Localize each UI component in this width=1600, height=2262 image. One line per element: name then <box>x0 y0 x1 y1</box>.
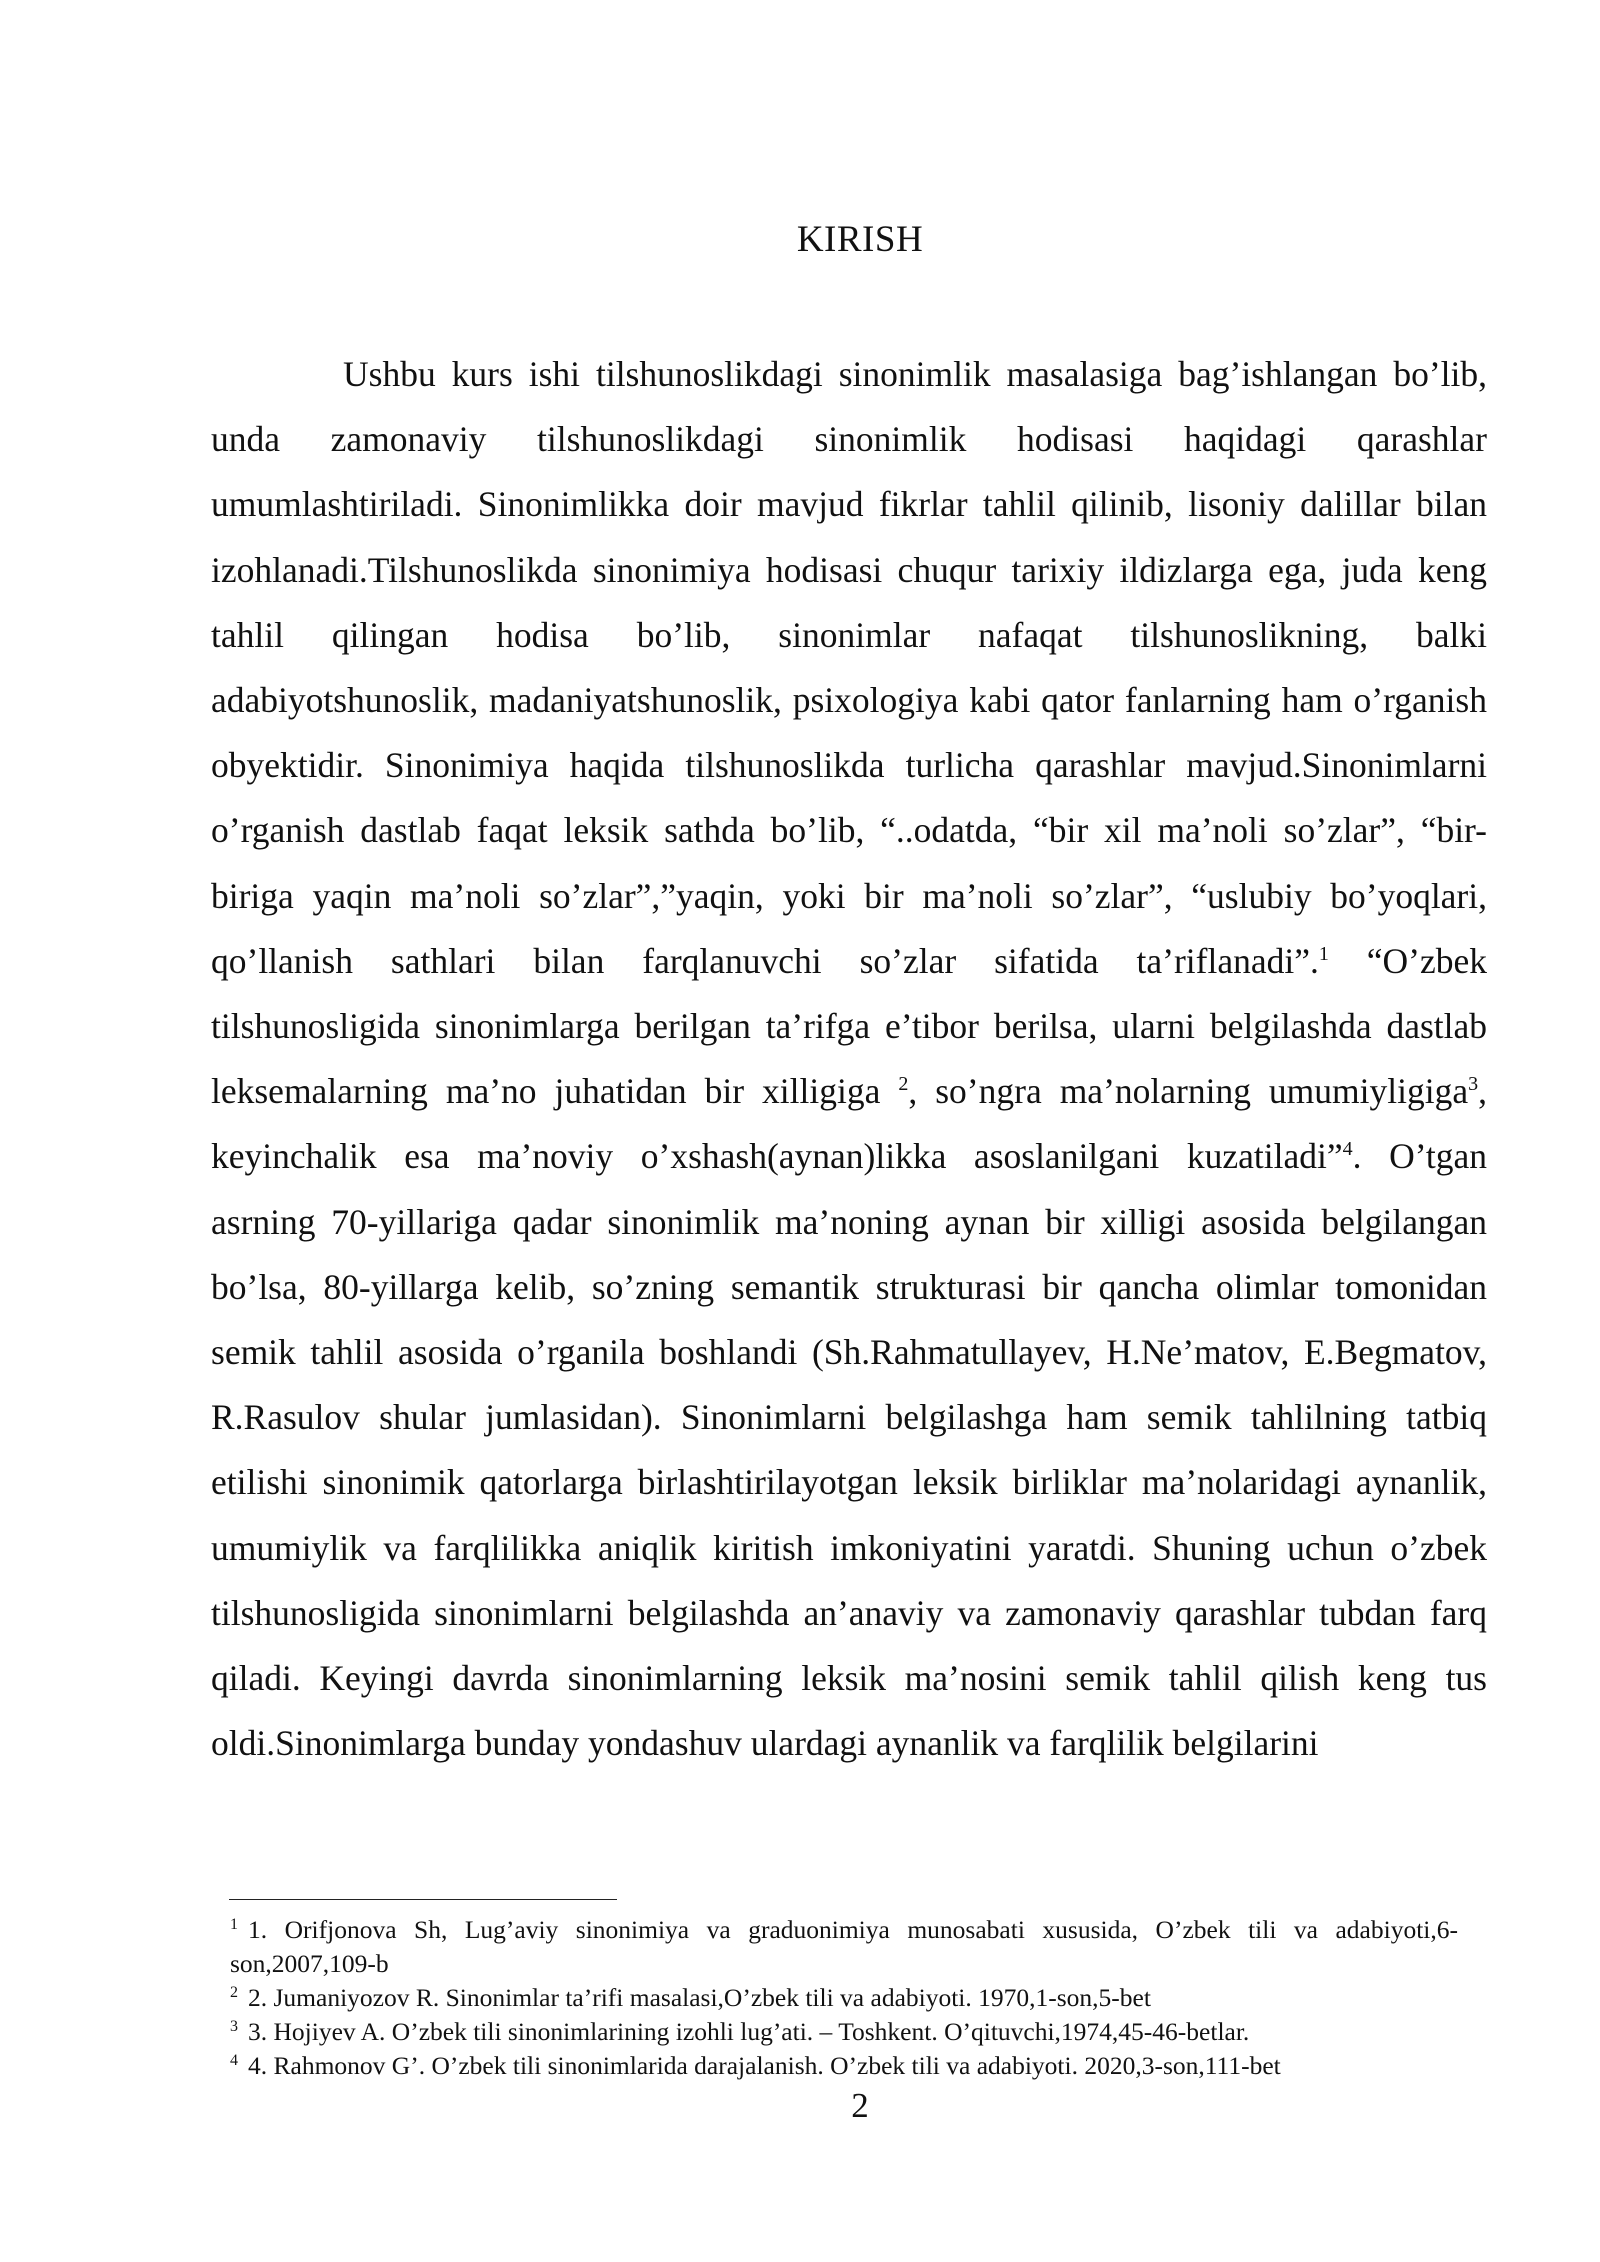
text-run: . O’tgan asrning 70-yillariga qadar sinonimlik ma’noning aynan bir xilligi asosida belgilangan bo’lsa, 80-yillarga kelib, so’zning semantik strukturasi bir qancha olimlar tomonidan semik tahlil asosida o’rganila boshlandi (Sh.Rahmatullayev, H.Ne’matov, E.Begmatov, R.Rasulov shular jumlasidan). Sinonimlarni belgilashga ham semik tahlilning tatbiq etilishi sinonimik qatorlarga birlashtirilayotgan leksik birliklar ma’nolaridagi aynanlik, umumiylik va farqlilikka aniqlik kiritish imkoniyatini yaratdi. Shuning uchun o’zbek tilshunosligida sinonimlarni belgilashda an’anaviy va zamonaviy qarashlar tubdan farq qiladi. Keyingi davrda sinonimlarning leksik ma’nosini semik tahlil qilish keng tus oldi.Sinonimlarga bunday yondashuv ulardagi aynanlik va farqlilik belgilarini <box>211 1136 1488 1764</box>
footnote <box>230 2015 1458 2049</box>
footnote-text: 1. Orifjonova Sh, Lug’aviy sinonimiya va graduonimiya munosabati xususida, O’zbek tili va adabiyoti,6-son,2007,109-b <box>230 1915 1458 1978</box>
text-run: “O’zbek tilshunosligida sinonimlarga berilgan ta’rifga e’tibor berilsa, ularni belgilashda dastlab leksemalarning ma’no juhatidan bir xilligiga <box>211 940 1487 1112</box>
footnotes <box>230 1913 1458 2083</box>
footnote-text: 3. Hojiyev A. O’zbek tili sinonimlarining izohli lug’ati. – Toshkent. O’qituvchi,1974,45-46-betlar. <box>248 2017 1250 2046</box>
text-run: , so’ngra ma’nolarning umumiyligiga <box>908 1071 1469 1112</box>
footnote-text: 2. Jumaniyozov R. Sinonimlar ta’rifi masalasi,O’zbek tili va adabiyoti. 1970,1-son,5-bet <box>248 1983 1151 2012</box>
text-run: , keyinchalik esa ma’noviy o’xshash(aynan)likka asoslanilgani kuzatiladi” <box>211 1071 1487 1177</box>
footnote-reference: 3 <box>1468 1073 1479 1096</box>
text-run: Ushbu kurs ishi tilshunoslikdagi sinonimlik masalasiga bag’ishlangan bo’lib, unda zamonaviy tilshunoslikdagi sinonimlik hodisasi haqidagi qarashlar umumlashtiriladi. Sinonimlikka doir mavjud fikrlar tahlil qilinib, lisoniy dalillar bilan izohlanadi.Tilshunoslikda sinonimiya hodisasi chuqur tarixiy ildizlarga ega, juda keng tahlil qilingan hodisa bo’lib, sinonimlar nafaqat tilshunoslikning, balki adabiyotshunoslik, madaniyatshunoslik, psixologiya kabi qator fanlarning ham o’rganish obyektidir. Sinonimiya haqida tilshunoslikda turlicha qarashlar mavjud.Sinonimlarni o’rganish dastlab faqat leksik sathda bo’lib, “..odatda, “bir xil ma’noli so’zlar”, “bir-biriga yaqin ma’noli so’zlar”,”yaqin, yoki bir ma’noli so’zlar”, “uslubiy bo’yoqlari, qo’llanish sathlari bilan farqlanuvchi so’zlar sifatida ta’riflanadi”. <box>211 354 1487 981</box>
body-paragraph <box>211 342 1487 1776</box>
footnote-reference: 4 <box>1342 1138 1353 1161</box>
footnote <box>230 2049 1458 2083</box>
footnote-reference: 2 <box>898 1073 909 1096</box>
footnote-text: 4. Rahmonov G’. O’zbek tili sinonimlarida darajalanish. O’zbek tili va adabiyoti. 2020,3-son,111-bet <box>248 2051 1281 2080</box>
page-title: KIRISH <box>796 219 924 260</box>
footnote-mark: 1 <box>230 1915 238 1933</box>
footnote-mark: 4 <box>230 2051 238 2069</box>
page-number: 2 <box>851 2086 869 2125</box>
footnote <box>230 1981 1458 2015</box>
footnote-mark: 2 <box>230 1983 238 2001</box>
footnote-mark: 3 <box>230 2017 238 2035</box>
footnote <box>230 1913 1458 1981</box>
footnote-reference: 1 <box>1318 943 1329 965</box>
footnote-separator <box>229 1899 617 1900</box>
